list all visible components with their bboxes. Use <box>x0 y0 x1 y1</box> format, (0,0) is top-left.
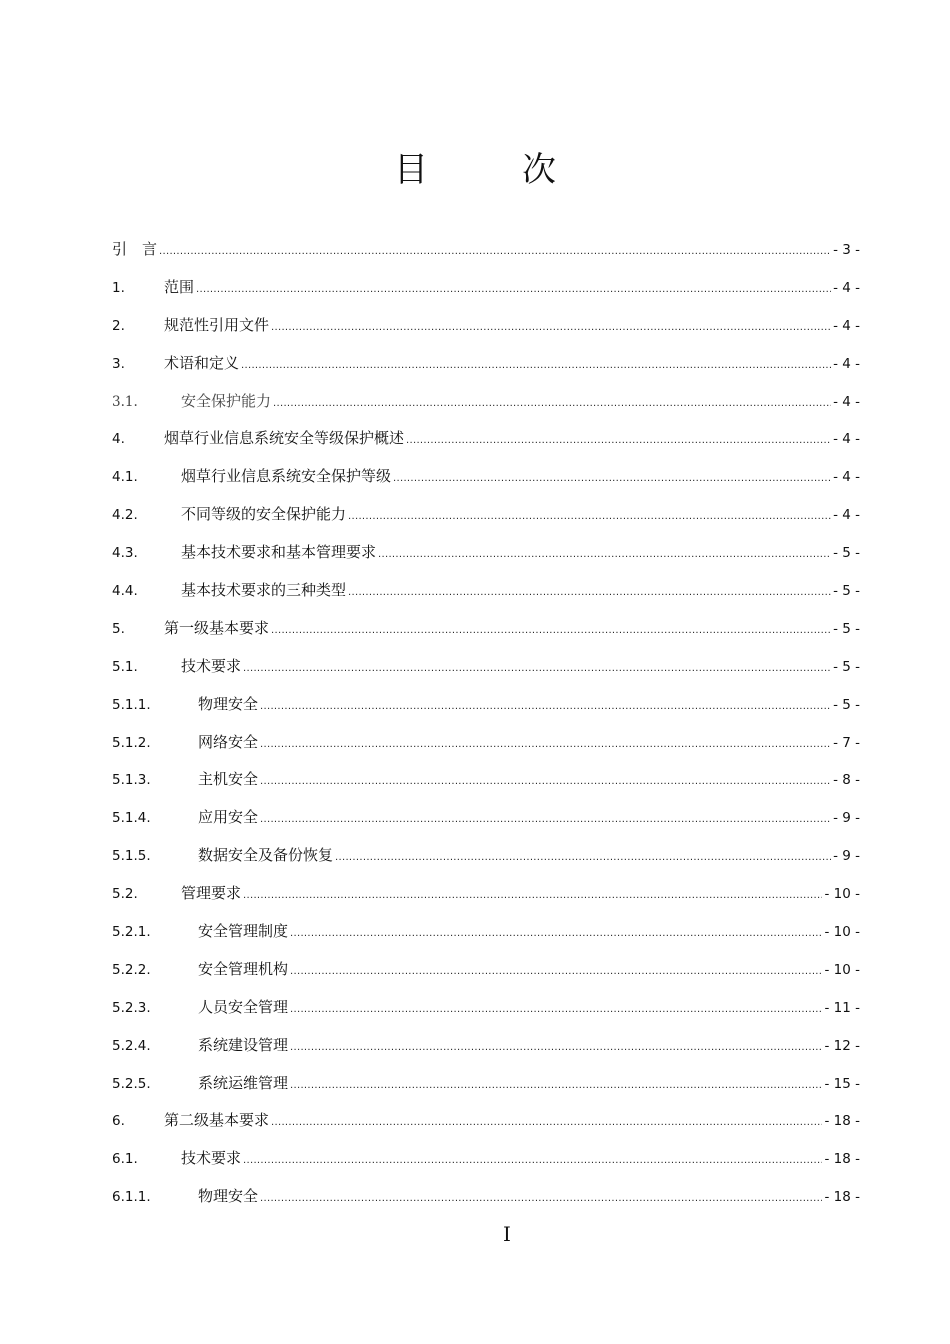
toc-entry[interactable] <box>112 648 860 686</box>
toc-dot-leader <box>348 574 831 612</box>
page-title: 目 次 <box>394 150 586 190</box>
toc-entry-title: 技术要求 <box>181 1149 242 1168</box>
toc-entry-number: 4.1. <box>112 469 138 486</box>
toc-entry[interactable] <box>112 496 860 534</box>
toc-dot-leader <box>271 309 831 347</box>
toc-entry-page: - 9 - <box>833 810 860 827</box>
toc-entry[interactable] <box>112 458 860 496</box>
toc-entry-page: - 10 - <box>824 924 860 941</box>
toc-entry-page: - 3 - <box>833 242 860 258</box>
toc-entry[interactable] <box>112 534 860 572</box>
toc-dot-leader <box>260 688 831 726</box>
toc-entry[interactable] <box>112 345 860 383</box>
toc-dot-leader <box>348 498 831 536</box>
toc-dot-leader <box>378 536 831 574</box>
toc-entry-page: - 4 - <box>833 469 860 486</box>
toc-entry-page: - 9 - <box>833 848 860 865</box>
toc-entry-page: - 11 - <box>824 999 860 1016</box>
toc-entry[interactable] <box>112 231 860 269</box>
toc-entry[interactable] <box>112 837 860 875</box>
toc-entry[interactable] <box>112 875 860 913</box>
toc-entry-title: 基本技术要求的三种类型 <box>181 581 347 600</box>
toc-entry-title: 基本技术要求和基本管理要求 <box>181 543 377 562</box>
toc-dot-leader <box>406 422 831 460</box>
toc-entry[interactable] <box>112 269 860 307</box>
toc-entry-title: 安全保护能力 <box>181 391 272 410</box>
toc-entry-page: - 4 - <box>833 279 860 296</box>
toc-entry-title: 数据安全及备份恢复 <box>198 846 334 865</box>
toc-entry-number: 2. <box>112 317 125 334</box>
toc-entry-page: - 10 - <box>824 961 860 978</box>
toc-entry[interactable] <box>112 989 860 1027</box>
toc-entry-page: - 5 - <box>833 658 860 675</box>
toc-entry-title: 物理安全 <box>198 694 259 713</box>
toc-entry-page: - 5 - <box>833 620 860 637</box>
toc-dot-leader <box>260 801 831 839</box>
toc-entry-title: 不同等级的安全保护能力 <box>181 505 347 524</box>
toc-entry-page: - 4 - <box>833 355 860 372</box>
toc-entry-title: 网络安全 <box>198 732 259 751</box>
toc-entry-number: 4.3. <box>112 545 138 562</box>
toc-entry-title: 系统运维管理 <box>198 1073 289 1092</box>
toc-entry-title: 规范性引用文件 <box>164 315 270 334</box>
toc-entry[interactable] <box>112 724 860 762</box>
toc-entry-page: - 15 - <box>824 1075 860 1092</box>
toc-entry-title: 安全管理制度 <box>198 922 289 941</box>
toc-entry[interactable] <box>112 1027 860 1065</box>
toc-entry-number: 5.2. <box>112 886 138 903</box>
toc-dot-leader <box>290 953 822 991</box>
table-of-contents <box>112 231 860 1216</box>
toc-entry-number: 5.1. <box>112 658 138 675</box>
toc-entry-number: 4.2. <box>112 507 138 524</box>
toc-entry-title: 术语和定义 <box>164 353 240 372</box>
toc-entry[interactable] <box>112 761 860 799</box>
toc-entry-number: 5.1.3. <box>112 772 151 789</box>
toc-entry[interactable] <box>112 1102 860 1140</box>
toc-entry-page: - 4 - <box>833 317 860 334</box>
toc-dot-leader <box>260 1180 822 1218</box>
toc-entry-number: 5.2.2. <box>112 961 151 978</box>
toc-entry-page: - 18 - <box>824 1113 860 1130</box>
toc-entry-number: 5.1.4. <box>112 810 151 827</box>
toc-entry-page: - 4 - <box>833 393 860 410</box>
toc-entry-number: 5.1.1. <box>112 696 151 713</box>
toc-entry-title: 第一级基本要求 <box>164 618 270 637</box>
toc-entry-number: 5.2.5. <box>112 1075 151 1092</box>
toc-entry-title: 烟草行业信息系统安全等级保护概述 <box>164 429 405 448</box>
toc-entry[interactable] <box>112 1178 860 1216</box>
toc-entry-number: 5. <box>112 620 125 637</box>
toc-entry-page: - 4 - <box>833 431 860 448</box>
toc-entry-number: 5.1.2. <box>112 734 151 751</box>
toc-entry-title: 安全管理机构 <box>198 959 289 978</box>
toc-dot-leader <box>393 460 831 498</box>
toc-entry-number: 6.1.1. <box>112 1189 151 1206</box>
toc-entry[interactable] <box>112 1140 860 1178</box>
toc-dot-leader <box>243 877 822 915</box>
toc-entry-number: 3. <box>112 355 125 372</box>
toc-entry-title: 物理安全 <box>198 1187 259 1206</box>
toc-dot-leader <box>290 1029 822 1067</box>
page-number-footer: I <box>503 1222 511 1246</box>
toc-entry-page: - 4 - <box>833 507 860 524</box>
toc-entry-title: 主机安全 <box>198 770 259 789</box>
toc-entry-page: - 5 - <box>833 583 860 600</box>
toc-dot-leader <box>241 347 831 385</box>
toc-entry-title: 范围 <box>164 277 195 296</box>
toc-entry[interactable] <box>112 951 860 989</box>
toc-dot-leader <box>243 650 831 688</box>
toc-dot-leader <box>290 915 822 953</box>
toc-entry[interactable] <box>112 913 860 951</box>
toc-entry-page: - 5 - <box>833 696 860 713</box>
toc-entry-title: 管理要求 <box>181 884 242 903</box>
toc-entry[interactable] <box>112 572 860 610</box>
toc-dot-leader <box>271 612 831 650</box>
toc-entry-number: 5.2.4. <box>112 1037 151 1054</box>
toc-dot-leader <box>260 726 831 764</box>
toc-entry[interactable] <box>112 420 860 458</box>
toc-entry-page: - 10 - <box>824 886 860 903</box>
toc-entry-page: - 18 - <box>824 1151 860 1168</box>
toc-entry-title: 技术要求 <box>181 656 242 675</box>
toc-entry-title: 应用安全 <box>198 808 259 827</box>
toc-dot-leader <box>159 233 831 271</box>
toc-dot-leader <box>196 271 831 309</box>
toc-entry-page: - 18 - <box>824 1189 860 1206</box>
toc-entry-number: 3.1. <box>112 393 138 410</box>
toc-entry[interactable] <box>112 799 860 837</box>
toc-entry-title: 烟草行业信息系统安全保护等级 <box>181 467 392 486</box>
toc-entry-page: - 7 - <box>833 734 860 751</box>
toc-entry[interactable] <box>112 1065 860 1103</box>
toc-entry-page: - 12 - <box>824 1037 860 1054</box>
toc-entry-page: - 8 - <box>833 772 860 789</box>
toc-entry-page: - 5 - <box>833 545 860 562</box>
toc-entry[interactable] <box>112 610 860 648</box>
toc-entry-number: 6.1. <box>112 1151 138 1168</box>
toc-entry[interactable] <box>112 307 860 345</box>
toc-dot-leader <box>260 763 831 801</box>
toc-entry-title: 人员安全管理 <box>198 997 289 1016</box>
toc-entry[interactable] <box>112 383 860 421</box>
toc-entry-title: 第二级基本要求 <box>164 1111 270 1130</box>
toc-entry-number: 4.4. <box>112 583 138 600</box>
toc-dot-leader <box>271 1104 822 1142</box>
toc-dot-leader <box>273 385 831 423</box>
toc-entry-title: 系统建设管理 <box>198 1035 289 1054</box>
toc-entry[interactable] <box>112 686 860 724</box>
toc-entry-number: 5.2.1. <box>112 924 151 941</box>
toc-entry-number: 5.1.5. <box>112 848 151 865</box>
toc-dot-leader <box>335 839 831 877</box>
toc-dot-leader <box>290 991 822 1029</box>
toc-entry-number: 5.2.3. <box>112 999 151 1016</box>
toc-entry-number: 4. <box>112 431 125 448</box>
toc-dot-leader <box>243 1142 822 1180</box>
toc-dot-leader <box>290 1067 822 1105</box>
toc-entry-number: 1. <box>112 279 125 296</box>
toc-entry-number: 6. <box>112 1113 125 1130</box>
toc-entry-title: 引 言 <box>112 240 158 258</box>
